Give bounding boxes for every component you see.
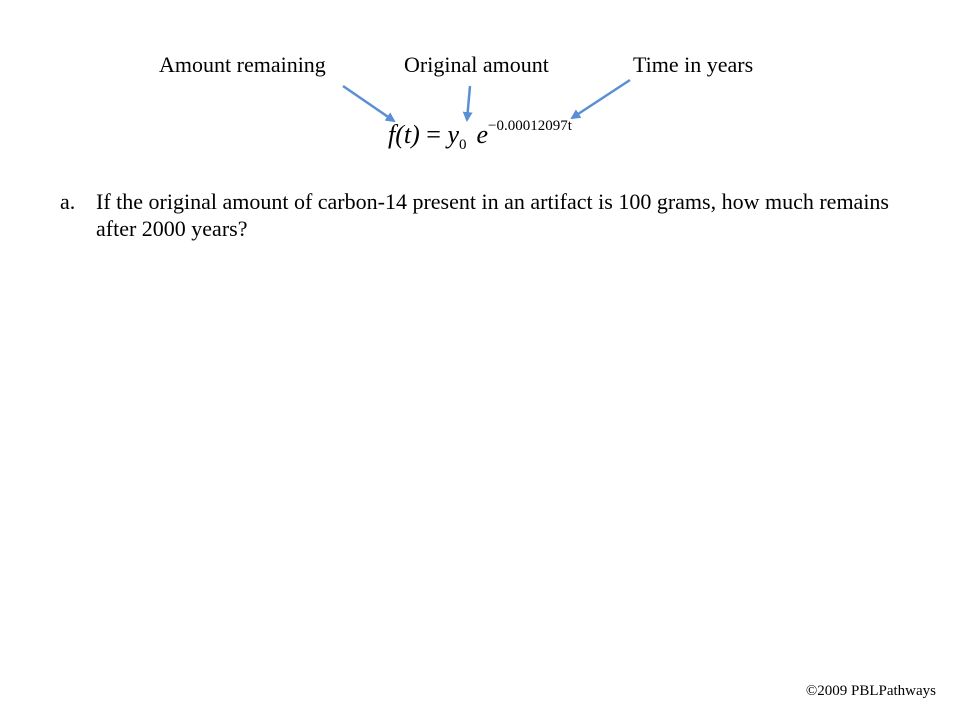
decay-formula	[388, 118, 572, 154]
arrow-time-in-years	[572, 80, 630, 118]
formula-y: y	[447, 120, 459, 149]
formula-lhs: f(t)	[388, 120, 420, 149]
question-marker: a.	[60, 189, 76, 214]
question-text: If the original amount of carbon-14 present in an artifact is 100 grams, how much remains after 2000 years?	[96, 189, 889, 241]
formula-exponent: −0.00012097t	[488, 118, 572, 134]
label-original-amount: Original amount	[404, 52, 549, 77]
arrow-amount-remaining	[343, 86, 394, 121]
formula-subscript: 0	[458, 137, 467, 153]
formula-base: e	[476, 120, 489, 149]
formula-equals: =	[426, 120, 441, 149]
question-a	[60, 188, 900, 242]
copyright-footer: ©2009 PBLPathways	[805, 683, 936, 699]
label-amount-remaining: Amount remaining	[159, 52, 326, 77]
label-time-in-years: Time in years	[633, 52, 754, 77]
arrow-original-amount	[467, 86, 470, 120]
